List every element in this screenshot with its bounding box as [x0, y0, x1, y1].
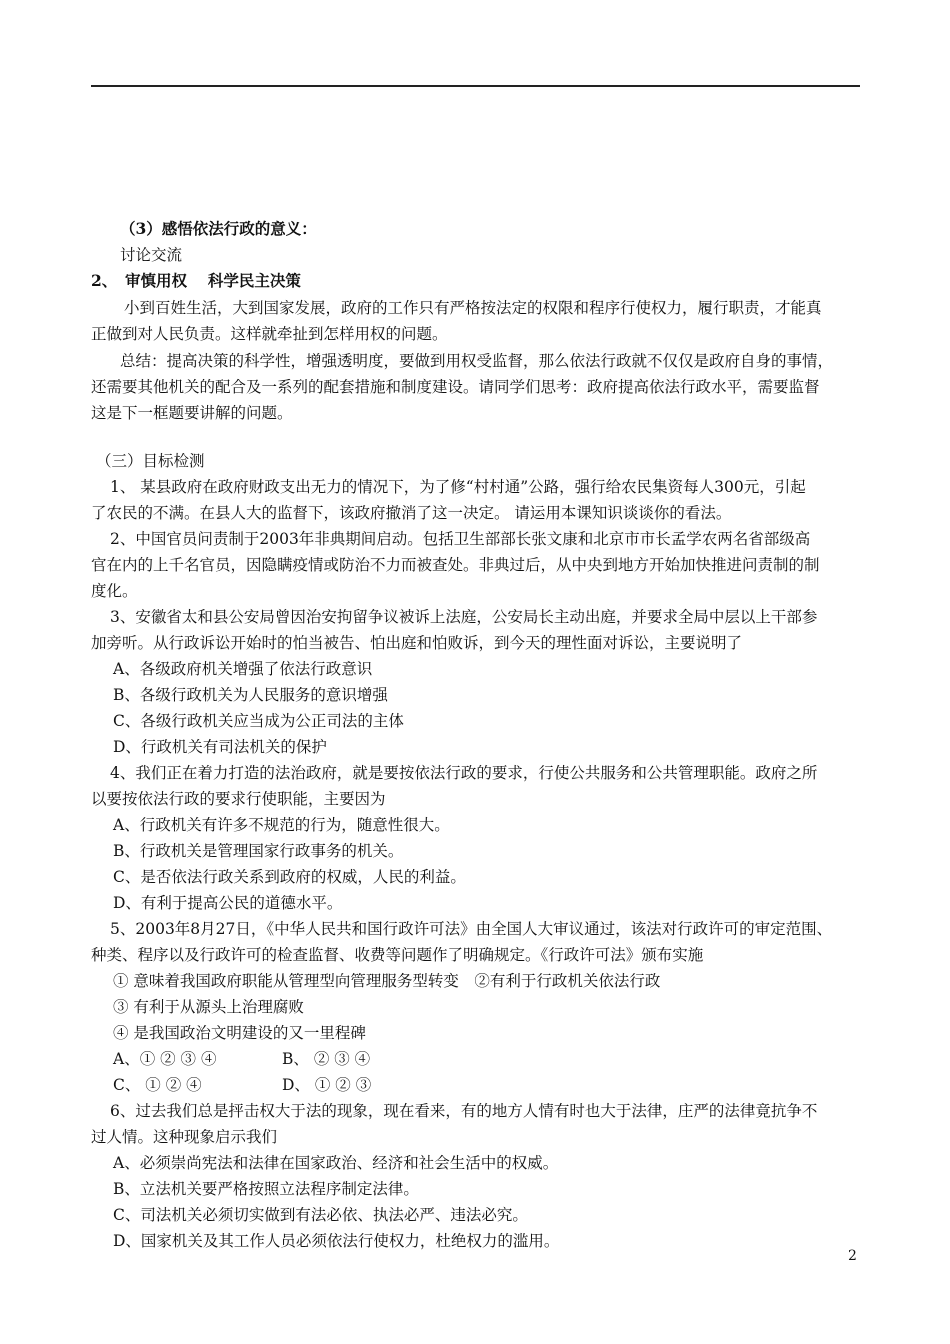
statement-line: ④ 是我国政治文明建设的又一里程碑	[113, 1024, 366, 1042]
question-line: 度化。	[91, 582, 138, 600]
question-line: 以要按依法行政的要求行使职能，主要因为	[91, 790, 386, 808]
option-line: C、是否依法行政关系到政府的权威，人民的利益。	[113, 868, 466, 886]
option-line: A、各级政府机关增强了依法行政意识	[113, 660, 373, 678]
paragraph-line: 正做到对人民负责。这样就牵扯到怎样用权的问题。	[91, 325, 448, 343]
question-line: 1、 某县政府在政府财政支出无力的情况下，为了修“村村通”公路，强行给农民集资每人300元，引起	[110, 478, 806, 496]
question-line: 加旁听。从行政诉讼开始时的怕当被告、怕出庭和怕败诉，到今天的理性面对诉讼，主要说明了	[91, 634, 743, 652]
heading-significance: （3）感悟依法行政的意义：	[120, 219, 317, 238]
header-rule	[91, 85, 860, 87]
option-line: A、行政机关有许多不规范的行为，随意性很大。	[113, 816, 450, 834]
page-number: 2	[848, 1248, 857, 1264]
paragraph-line: 还需要其他机关的配合及一系列的配套措施和制度建设。请同学们思考：政府提高依法行政水平，需要监督	[91, 378, 820, 396]
option-line: D、国家机关及其工作人员必须依法行使权力，杜绝权力的滥用。	[113, 1232, 560, 1250]
question-line: 4、我们正在着力打造的法治政府，就是要按依法行政的要求，行使公共服务和公共管理职能。政府之所	[110, 764, 818, 782]
discuss-text: 讨论交流	[120, 246, 183, 264]
option-line: B、立法机关要严格按照立法程序制定法律。	[113, 1180, 419, 1198]
question-line: 种类、程序以及行政许可的检查监督、收费等问题作了明确规定。《行政许可法》颁布实施	[91, 946, 704, 964]
question-line: 2、中国官员问责制于2003年非典期间启动。包括卫生部部长张文康和北京市市长孟学农两名省部级高	[110, 530, 811, 548]
option-line: B、各级行政机关为人民服务的意识增强	[113, 686, 388, 704]
question-line: 官在内的上千名官员，因隐瞒疫情或防治不力而被查处。非典过后，从中央到地方开始加快推进问责制的制	[91, 556, 820, 574]
paragraph-line: 总结：提高决策的科学性，增强透明度，要做到用权受监督，那么依法行政就不仅仅是政府自身的事情，	[120, 352, 834, 370]
paragraph-line: 小到百姓生活，大到国家发展，政府的工作只有严格按法定的权限和程序行使权力，履行职责，才能真	[124, 299, 822, 317]
statement-line: ① 意味着我国政府职能从管理型向管理服务型转变 ②有利于行政机关依法行政	[113, 972, 661, 990]
option-line: C、司法机关必须切实做到有法必依、执法必严、违法必究。	[113, 1206, 528, 1224]
question-line: 6、过去我们总是抨击权大于法的现象，现在看来，有的地方人情有时也大于法律，庄严的法律竟抗争不	[110, 1102, 818, 1120]
option-line: A、① ② ③ ④	[113, 1050, 217, 1068]
question-line: 5、2003年8月27日，《中华人民共和国行政许可法》由全国人大审议通过，该法对行政许可的审定范围、	[110, 920, 833, 938]
question-line: 了农民的不满。在县人大的监督下，该政府撤消了这一决定。 请运用本课知识谈谈你的看法。	[91, 504, 732, 522]
option-line: D、行政机关有司法机关的保护	[113, 738, 327, 756]
statement-line: ③ 有利于从源头上治理腐败	[113, 998, 304, 1016]
option-line: C、各级行政机关应当成为公正司法的主体	[113, 712, 404, 730]
paragraph-line: 这是下一框题要讲解的问题。	[91, 404, 293, 422]
question-line: 过人情。这种现象启示我们	[91, 1128, 278, 1146]
option-line: B、行政机关是管理国家行政事务的机关。	[113, 842, 404, 860]
question-line: 3、安徽省太和县公安局曾因治安拘留争议被诉上法庭，公安局长主动出庭，并要求全局中层以上干部参	[110, 608, 818, 626]
heading-decision: 2、 审慎用权 科学民主决策	[91, 271, 301, 290]
option-line: B、 ② ③ ④	[282, 1050, 371, 1068]
option-line: C、 ① ② ④	[113, 1076, 202, 1094]
option-line: A、必须崇尚宪法和法律在国家政治、经济和社会生活中的权威。	[113, 1154, 559, 1172]
exercise-title: （三）目标检测	[96, 452, 205, 470]
option-line: D、有利于提高公民的道德水平。	[113, 894, 343, 912]
option-line: D、 ① ② ③	[282, 1076, 372, 1094]
